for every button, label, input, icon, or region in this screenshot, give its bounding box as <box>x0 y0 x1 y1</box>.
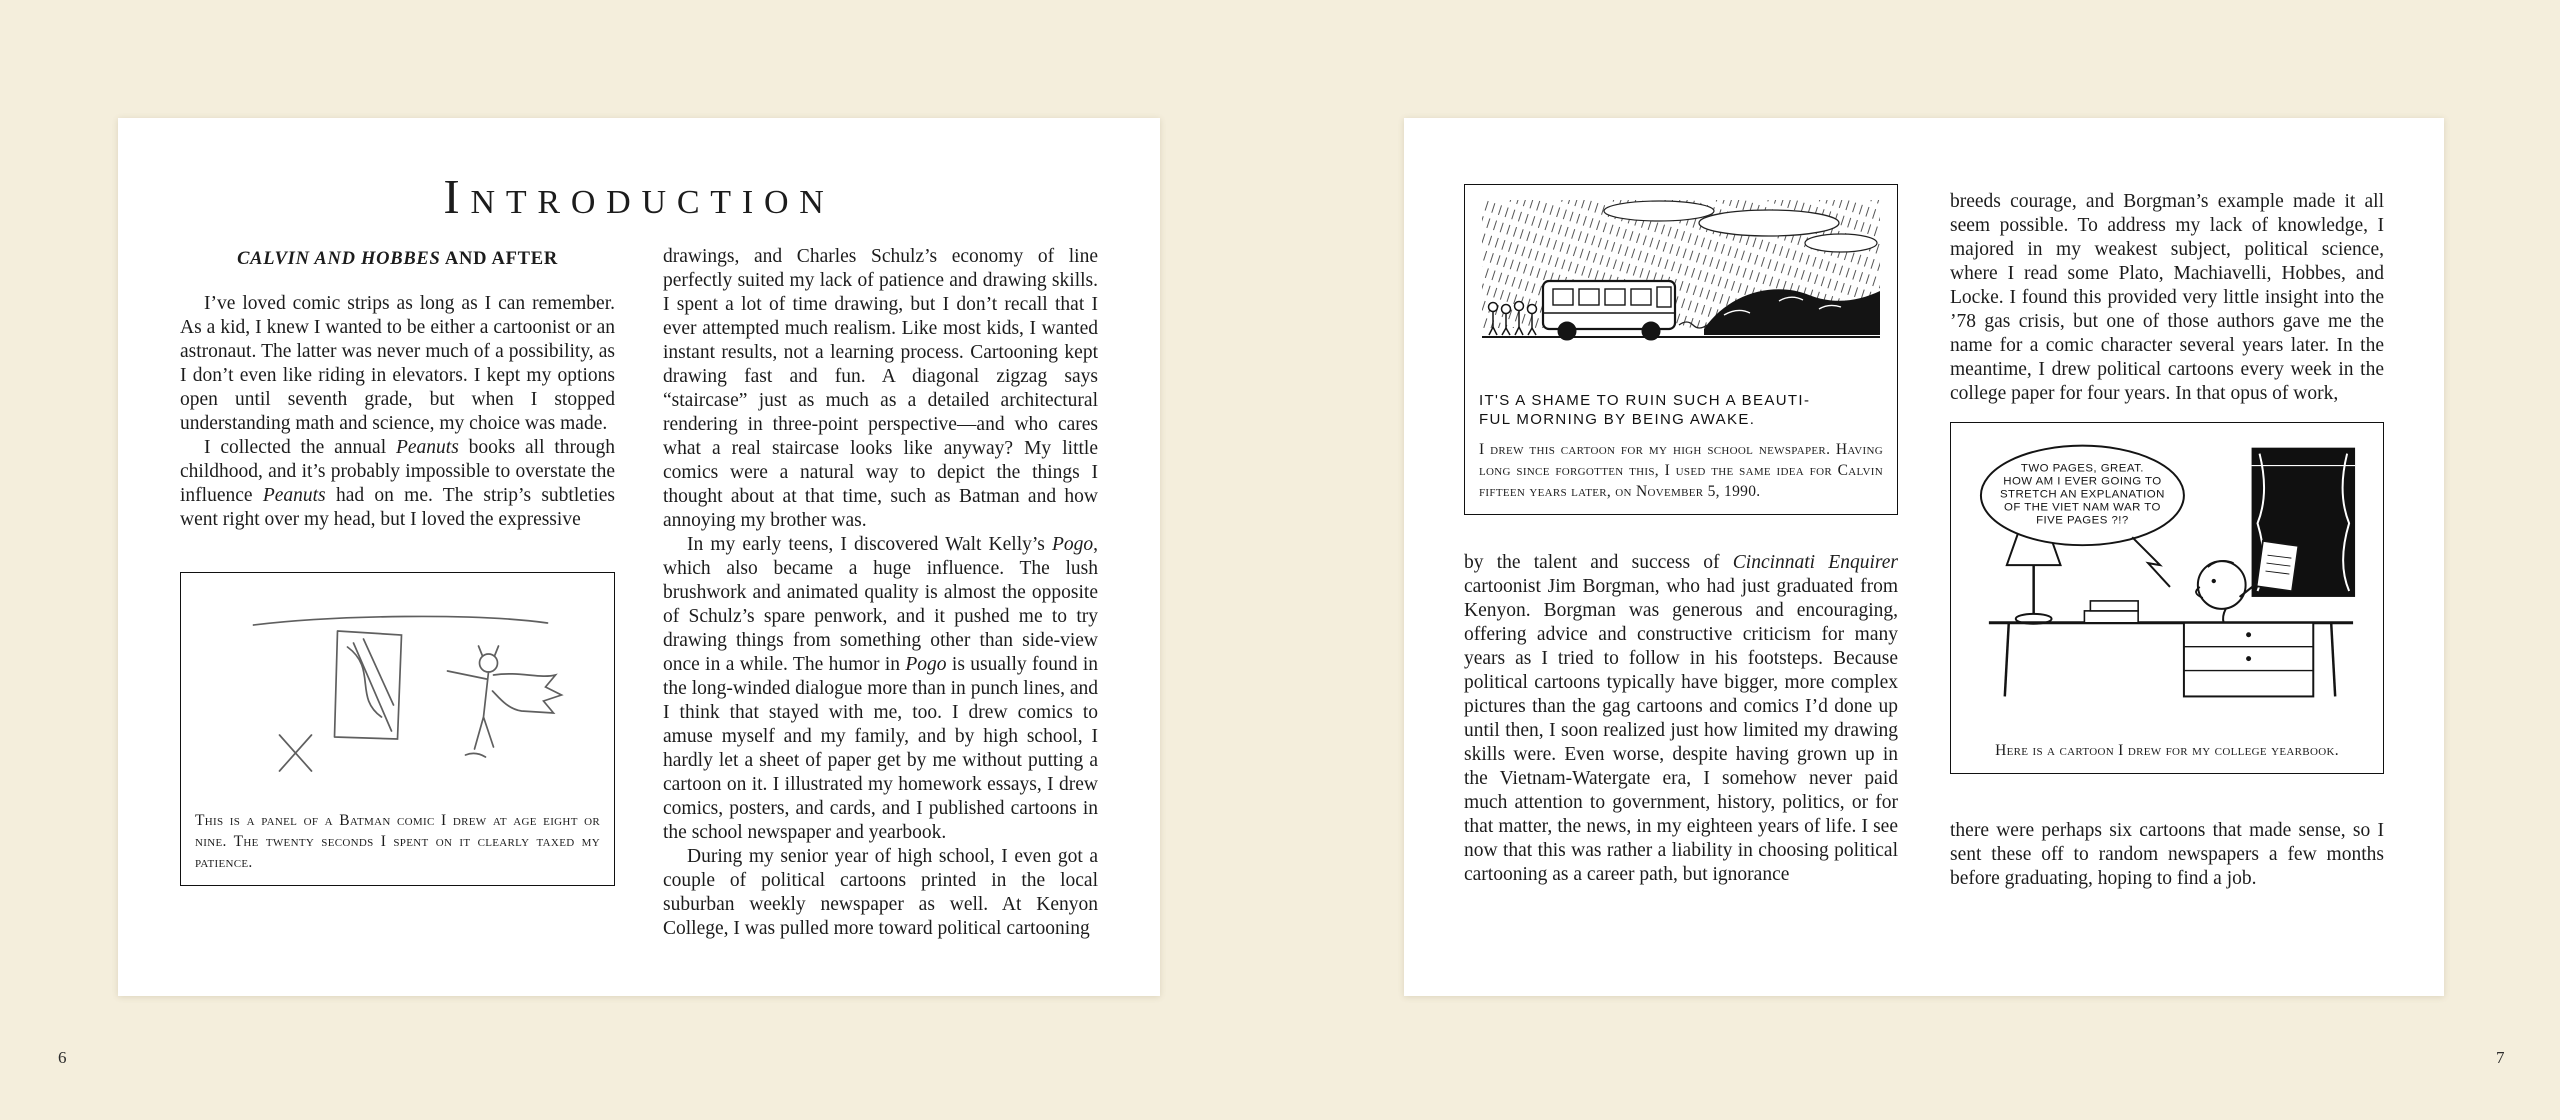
pencil-sketch <box>254 616 562 771</box>
desk-cartoon-figure <box>1950 422 2384 774</box>
right-page <box>1404 118 2444 996</box>
body-paragraph: there were perhaps six cartoons that made sense, so I sent these off to random newspapers a few months before graduating, hoping to find a job. <box>1950 820 2384 889</box>
bus-cartoon-lettering <box>1479 391 1883 429</box>
page-title: Introduction <box>443 169 835 224</box>
body-paragraph: I collected the annual Peanuts books all through childhood, and it’s probably impossible to overstate the influence Peanuts had on me. The strip’s subtleties went right over my head, but I loved the expressive <box>180 437 616 530</box>
body-paragraph: In my early teens, I discovered Walt Kelly’s Pogo, which also became a huge influence. The lush brushwork and animated quality is almost the opposite of Schulz’s spare penwork, and it pushed me to try drawing things from something other than side-view once in a while. The humor in Pogo is usually found in the long-winded dialogue more than in punch lines, and I think that stayed with me, too. I drew comics to amuse myself and my family, and by high school, I hardly let a sheet of paper get by me without putting a cartoon on it. I illustrated my homework essays, I drew comics, posters, and cards, and I published cartoons in the school newspaper and yearbook. <box>663 534 1098 843</box>
batman-cape <box>493 674 562 713</box>
page-number-right: 7 <box>2496 1048 2505 1067</box>
left-page-column-2 <box>663 245 1098 941</box>
bubble-text-line: HOW AM I EVER GOING TO <box>2003 475 2162 488</box>
bus-lettering-line: FUL MORNING BY BEING AWAKE. <box>1479 411 1756 428</box>
cartoonist <box>2196 541 2298 623</box>
right-page-column-1 <box>1464 184 1898 891</box>
bubble-text-line: FIVE PAGES ?!? <box>2036 514 2129 527</box>
right-page-column-2 <box>1950 184 2384 891</box>
left-page-columns <box>118 245 1160 941</box>
bubble-text-line: OF THE VIET NAM WAR TO <box>2003 501 2161 514</box>
bus-lettering-line: IT'S A SHAME TO RUIN SUCH A BEAUTI- <box>1479 392 1811 409</box>
lamp <box>2007 531 2061 624</box>
figure-caption: This is a panel of a Batman comic I drew at age eight or nine. The twenty seconds I spent on it clearly taxed my patience. <box>195 812 600 871</box>
left-page <box>118 118 1160 996</box>
school-bus <box>1543 281 1675 340</box>
bubble-text-line: STRETCH AN EXPLANATION <box>1999 488 2165 501</box>
bus-cartoon-figure <box>1464 184 1898 515</box>
left-page-column-1 <box>180 245 615 941</box>
right-page-columns <box>1404 184 2444 891</box>
bus-cartoon-image <box>1479 197 1883 387</box>
figure-caption: Here is a cartoon I drew for my college yearbook. <box>1995 742 2339 759</box>
bubble-text-line: TWO PAGES, GREAT. <box>2020 462 2144 475</box>
body-paragraph: breeds courage, and Borgman’s example made it all seem possible. To address my lack of knowledge, I majored in my weakest subject, political science, where I read some Plato, Machiavelli, Hobbes, and Locke. I found this provided very little insight into the ’78 gas crisis, but one of those authors gave me the name for a comic character several years later. In the meantime, I drew political cartoons every week in the college paper for four years. In that opus of work, <box>1950 191 2384 404</box>
batman-sketch-figure <box>180 572 615 886</box>
body-paragraph: I’ve loved comic strips as long as I can remember. As a kid, I knew I wanted to be either a cartoonist or an astronaut. The latter was never much of a possibility, as I don’t even like riding in elevators. I kept my options open until seventh grade, but when I stopped understanding math and science, my choice was made. <box>180 293 615 434</box>
body-paragraph: During my senior year of high school, I even got a couple of political cartoons printed in the local suburban weekly newspaper as well. At Kenyon College, I was pulled more toward political cartooning <box>663 846 1098 939</box>
section-heading: CALVIN AND HOBBES AND AFTER <box>237 249 558 269</box>
batman-sketch-image <box>195 585 600 800</box>
x-mark <box>280 735 312 771</box>
desk-cartoon-image <box>1965 435 2369 730</box>
figure-caption: I drew this cartoon for my high school newspaper. Having long since forgotten this, I used the same idea for Calvin fifteen years later, on November 5, 1990. <box>1479 441 1883 500</box>
page-number-left: 6 <box>58 1048 67 1067</box>
body-paragraph: by the talent and success of Cincinnati Enquirer cartoonist Jim Borgman, who had just graduated from Kenyon. Borgman was generous and encouraging, offering advice and constructive criticism for many years as I tried to follow in his footsteps. Because political cartoons typically have bigger, more complex pictures than the gag cartoons and comics I’d done up until then, I soon realized just how limited my drawing skills were. Even worse, despite having grown up in the Vietnam-Watergate era, I somehow never paid much attention to government, history, politics, or for that matter, the news, in my eighteen years of life. I see now that this was rather a liability in choosing political cartooning as a career path, but ignorance <box>1464 552 1898 885</box>
body-paragraph: drawings, and Charles Schulz’s economy of line perfectly suited my lack of patience and drawing skills. I spent a lot of time drawing, but I don’t recall that I ever attempted much realism. Like most kids, I wanted instant results, not a learning process. Cartooning kept drawing fast and fun. A diagonal zigzag says “staircase” just as much as a detailed architectural rendering in three-point perspective—and who cares what a real staircase looks like anyway? My little comics were a natural way to depict the things I thought about at that time, such as Batman and how annoying my brother was. <box>663 246 1098 531</box>
